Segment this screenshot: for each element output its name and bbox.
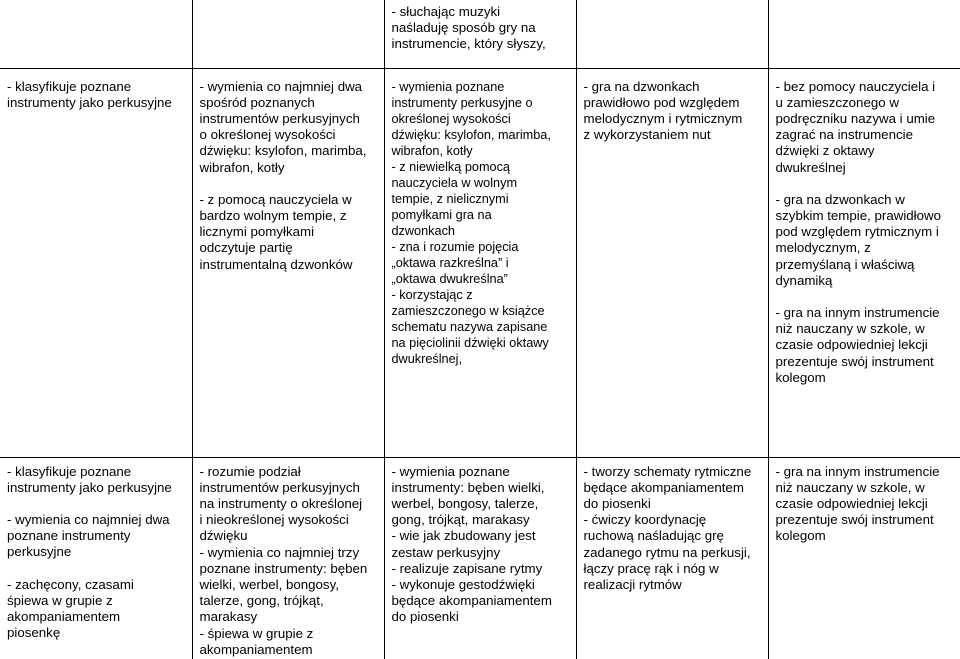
table-cell — [768, 457, 960, 659]
table-cell-empty — [768, 0, 960, 68]
cell-text: - wymienia co najmniej dwa poznane instrumenty perkusyjne — [7, 511, 170, 560]
table-cell — [0, 457, 192, 659]
table-cell — [768, 68, 960, 457]
table-cell — [576, 457, 768, 659]
cell-text: - bez pomocy nauczyciela i u zamieszczonego w podręczniku nazywa i umie zagrać na instrumencie dźwięki z oktawy dwukreślnej — [775, 78, 936, 175]
table-cell-empty — [0, 0, 192, 68]
cell-text: - z pomocą nauczyciela w bardzo wolnym tempie, z licznymi pomyłkami odczytuje partię instrumentalną dzwonków — [199, 191, 353, 272]
table-row — [0, 0, 960, 68]
cell-text: - klasyfikuje poznane instrumenty jako perkusyjne — [7, 463, 172, 495]
table-row — [0, 457, 960, 659]
cell-text: - zachęcony, czasami śpiewa w grupie z akompaniamentem piosenkę — [7, 576, 134, 641]
cell-text: - wymienia co najmniej dwa spośród poznanych instrumentów perkusyjnych o określonej wysokości dźwięku: ksylofon, marimba, wibrafon, kotły — [199, 78, 367, 175]
table-cell-empty — [576, 0, 768, 68]
table-cell — [384, 68, 576, 457]
cell-text: - wymienia poznane instrumenty: bęben wielki, werbel, bongosy, talerze, gong, trójkąt, marakasy - wie jak zbudowany jest zestaw perkusyjny - realizuje zapisane rytmy - wykonuje gestodźwięki będące akompaniamentem do piosenki — [391, 463, 552, 625]
cell-text: - gra na dzwonkach prawidłowo pod względem melodycznym i rytmicznym z wykorzystaniem nut — [583, 78, 743, 143]
cell-text: - gra na dzwonkach w szybkim tempie, prawidłowo pod względem rytmicznym i melodycznym, z przemyślaną i właściwą dynamiką — [775, 191, 942, 288]
cell-text: - gra na innym instrumencie niż nauczany w szkole, w czasie odpowiedniej lekcji prezentuje swój instrument kolegom — [775, 463, 940, 544]
table-cell — [384, 0, 576, 68]
table-cell — [576, 68, 768, 457]
cell-text: - klasyfikuje poznane instrumenty jako perkusyjne — [7, 78, 172, 110]
table-cell — [192, 68, 384, 457]
cell-text: - słuchając muzyki naśladuję sposób gry na instrumencie, który słyszy, — [391, 4, 546, 52]
cell-text: - rozumie podział instrumentów perkusyjnych na instrumenty o określonej i nieokreślonej wysokości dźwięku - wymienia co najmniej trzy poznane instrumenty: bęben wielki, werbel, bongosy, talerze, gong, trójkąt, marakasy - śpiewa w grupie z akompaniamentem — [199, 463, 368, 657]
table-row — [0, 68, 960, 457]
cell-text: - tworzy schematy rytmiczne będące akompaniamentem do piosenki - ćwiczy koordynację ruchową naśladując grę zadanego rytmu na perkusji, łączy pracę rąk i nóg w realizacji rytmów — [583, 463, 752, 592]
table-cell — [0, 68, 192, 457]
table-cell — [384, 457, 576, 659]
cell-text: - wymienia poznane instrumenty perkusyjne o określonej wysokości dźwięku: ksylofon, marimba, wibrafon, kotły - z niewielką pomocą nauczyciela w wolnym tempie, z nielicznymi pomyłkami gra na dzwonkach - zna i rozumie pojęcia „oktawa razkreślna” i „oktawa dwukreślna” - korzystając z zamieszczonego w książce schematu nazywa zapisane na pięciolinii dźwięki oktawy dwukreślnej, — [391, 79, 551, 366]
cell-text: - gra na innym instrumencie niż nauczany w szkole, w czasie odpowiedniej lekcji prezentuje swój instrument kolegom — [775, 304, 940, 385]
table-cell — [192, 457, 384, 659]
table-cell-empty — [192, 0, 384, 68]
